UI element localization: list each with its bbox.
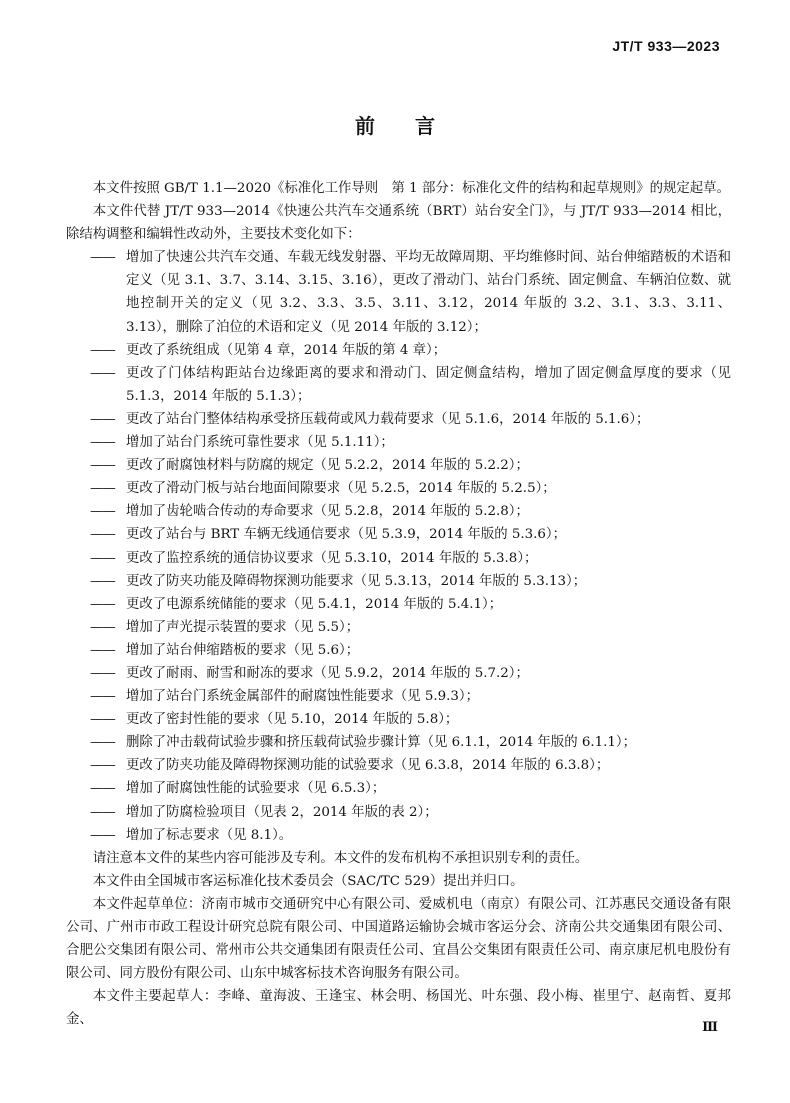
dash-marker: —— [90,735,115,751]
dash-marker: —— [90,827,115,843]
list-item-text: 更改了门体结构距站台边缘距离的要求和滑动门、固定侧盒结构，增加了固定侧盒厚度的要求（见 5.1.3，2014 年版的 5.1.3）； [126,365,731,404]
list-item [66,570,731,593]
intro-paragraph: 本文件按照 GB/T 1.1—2020《标准化工作导则 第 1 部分：标准化文件的结构和起草规则》的规定起草。 [92,181,730,196]
list-item [66,824,731,847]
list-item-text: 更改了站台门整体结构承受挤压载荷或风力载荷要求（见 5.1.6，2014 年版的 5.1.6）； [126,411,650,427]
list-item [66,639,731,662]
list-item-text: 更改了耐腐蚀材料与防腐的规定（见 5.2.2，2014 年版的 5.2.2）； [126,458,529,474]
list-item [66,731,731,754]
list-item-text: 增加了齿轮啮合传动的寿命要求（见 5.2.8，2014 年版的 5.2.8）； [126,504,529,520]
list-item-text: 增加了标志要求（见 8.1）。 [126,827,293,843]
dash-marker: —— [90,573,115,589]
dash-marker: —— [90,596,115,612]
list-item-text: 增加了防腐检验项目（见表 2，2014 年版的表 2）； [126,804,438,820]
dash-marker: —— [90,665,115,681]
dash-marker: —— [90,619,115,635]
list-item-text: 增加了耐腐蚀性能的试验要求（见 6.5.3）； [126,781,386,797]
list-item [66,408,731,431]
proposer-statement: 本文件由全国城市客运标准化技术委员会（SAC/TC 529）提出并归口。 [92,873,524,889]
list-item-text: 更改了监控系统的通信协议要求（见 5.3.10，2014 年版的 5.3.8）； [126,550,538,566]
list-item-text: 更改了密封性能的要求（见 5.10，2014 年版的 5.8）； [126,712,459,728]
list-item-text: 更改了站台与 BRT 车辆无线通信要求（见 5.3.9，2014 年版的 5.3.6）； [126,527,567,543]
list-item [66,477,731,500]
dash-marker: —— [90,781,115,797]
list-item [66,662,731,685]
list-item [66,431,731,454]
list-item [66,708,731,731]
list-item [66,454,731,477]
dash-marker: —— [90,458,115,474]
list-item [66,246,731,338]
list-item [66,339,731,362]
list-item-text: 更改了系统组成（见第 4 章，2014 年版的第 4 章）； [126,342,447,358]
list-item [66,523,731,546]
list-item-text: 增加了快速公共汽车交通、车载无线发射器、平均无故障周期、平均维修时间、站台伸缩踏板的术语和定义（见 3.1、3.7、3.14、3.15、3.16），更改了滑动门、站台门系统、固定侧盒、车辆泊位数、就地控制开关的定义（见 3.2、3.3、3.5、3.11、3.12，2014 年版的 3.2、3.1、3.3、3.11、3.13），删除了泊位的术语和定义（见 2014 年版的 3.12）； [126,250,731,335]
dash-marker: —— [90,712,115,728]
dash-marker: —— [90,689,115,705]
dash-marker: —— [90,250,115,266]
dash-marker: —— [90,504,115,520]
list-item [66,801,731,824]
dash-marker: —— [90,550,115,566]
drafting-units: 本文件起草单位：济南市城市交通研究中心有限公司、爱威机电（南京）有限公司、江苏惠民交通设备有限公司、广州市市政工程设计研究总院有限公司、中国道路运输协会城市客运分会、济南公共交通集团有限公司、合肥公交集团有限公司、常州市公共交通集团有限责任公司、宜昌公交集团有限责任公司、南京康尼机电股份有限公司、同方股份有限公司、山东中城客标技术咨询服务有限公司。 [66,896,731,982]
list-item-text: 更改了电源系统储能的要求（见 5.4.1，2014 年版的 5.4.1）； [126,596,503,612]
patent-notice: 请注意本文件的某些内容可能涉及专利。本文件的发布机构不承担识别专利的责任。 [92,850,589,866]
document-code: JT/T 933—2023 [612,38,720,54]
list-item-text: 增加了站台门系统金属部件的耐腐蚀性能要求（见 5.9.3）； [126,689,480,705]
page-number: Ⅲ [702,1020,718,1035]
dash-marker: —— [90,642,115,658]
foreword-body [66,177,731,1031]
list-item-text: 更改了防夹功能及障碍物探测功能的试验要求（见 6.3.8，2014 年版的 6.3.8）； [126,758,610,774]
list-item [66,754,731,777]
dash-marker: —— [90,342,115,358]
main-drafters: 本文件主要起草人：李峰、童海波、王逢宝、林会明、杨国光、叶东强、段小梅、崔里宁、赵南哲、夏邦金、 [66,989,731,1028]
dash-marker: —— [90,758,115,774]
list-item-text: 更改了耐雨、耐雪和耐冻的要求（见 5.9.2，2014 年版的 5.7.2）； [126,665,529,681]
list-item-text: 增加了站台门系统可靠性要求（见 5.1.11）； [126,435,394,451]
list-item-text: 增加了声光提示装置的要求（见 5.5）； [126,619,360,635]
dash-marker: —— [90,527,115,543]
dash-marker: —— [90,411,115,427]
intro-paragraph: 本文件代替 JT/T 933—2014《快速公共汽车交通系统（BRT）站台安全门》，与 JT/T 933—2014 相比，除结构调整和编辑性改动外，主要技术变化如下： [66,204,731,243]
dash-marker: —— [90,481,115,497]
list-item [66,547,731,570]
dash-marker: —— [90,804,115,820]
list-item-text: 增加了站台伸缩踏板的要求（见 5.6）； [126,642,360,658]
list-item [66,500,731,523]
dash-marker: —— [90,365,115,381]
technical-changes-list [66,246,731,846]
dash-marker: —— [90,435,115,451]
list-item [66,362,731,408]
list-item-text: 更改了滑动门板与站台地面间隙要求（见 5.2.5，2014 年版的 5.2.5）； [126,481,556,497]
page-title: 前言 [355,114,475,138]
list-item-text: 删除了冲击载荷试验步骤和挤压载荷试验步骤计算（见 6.1.1，2014 年版的 6.1.1）； [126,735,637,751]
list-item [66,777,731,800]
list-item [66,593,731,616]
list-item [66,685,731,708]
list-item-text: 更改了防夹功能及障碍物探测功能要求（见 5.3.13，2014 年版的 5.3.13）； [126,573,587,589]
list-item [66,616,731,639]
